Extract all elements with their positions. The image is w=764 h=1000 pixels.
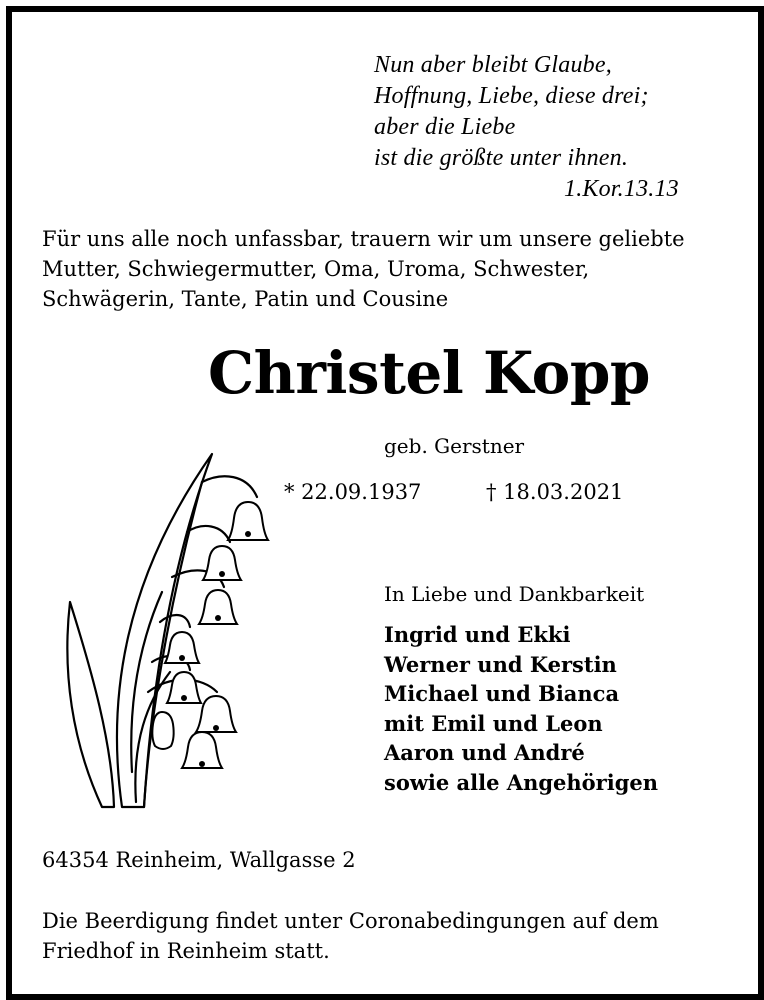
mourners-list — [384, 620, 658, 797]
verse-line: aber die Liebe — [374, 114, 516, 140]
death-date: † 18.03.2021 — [486, 480, 624, 504]
verse-line: Hoffnung, Liebe, diese drei; — [374, 83, 649, 109]
obituary-notice — [6, 6, 764, 1000]
mourner-line: mit Emil und Leon — [384, 710, 603, 736]
birth-date: * 22.09.1937 — [284, 480, 422, 504]
verse-reference: 1.Kor.13.13 — [564, 176, 679, 202]
intro-text — [42, 224, 752, 314]
funeral-notice — [42, 906, 742, 966]
intro-line: Für uns alle noch unfassbar, trauern wir um unsere geliebte — [42, 227, 685, 251]
address: 64354 Reinheim, Wallgasse 2 — [42, 848, 356, 872]
verse-line: Nun aber bleibt Glaube, — [374, 52, 612, 78]
funeral-line: Die Beerdigung findet unter Coronabedingungen auf dem — [42, 909, 659, 933]
mourner-line: Werner und Kerstin — [384, 651, 617, 677]
funeral-line: Friedhof in Reinheim statt. — [42, 939, 330, 963]
mourner-line: Aaron und André — [384, 740, 585, 765]
deceased-name: Christel Kopp — [208, 339, 650, 407]
verse-line: ist die größte unter ihnen. — [374, 145, 629, 171]
mourner-line: Ingrid und Ekki — [384, 622, 571, 647]
mourner-line: Michael und Bianca — [384, 681, 620, 706]
intro-line: Mutter, Schwiegermutter, Oma, Uroma, Schwester, — [42, 257, 590, 281]
mourners-heading: In Liebe und Dankbarkeit — [384, 582, 645, 606]
mourner-line: sowie alle Angehörigen — [384, 769, 659, 795]
maiden-name: geb. Gerstner — [384, 434, 525, 458]
lily-of-the-valley-icon — [52, 442, 282, 822]
bible-verse — [374, 50, 679, 205]
intro-line: Schwägerin, Tante, Patin und Cousine — [42, 287, 449, 311]
